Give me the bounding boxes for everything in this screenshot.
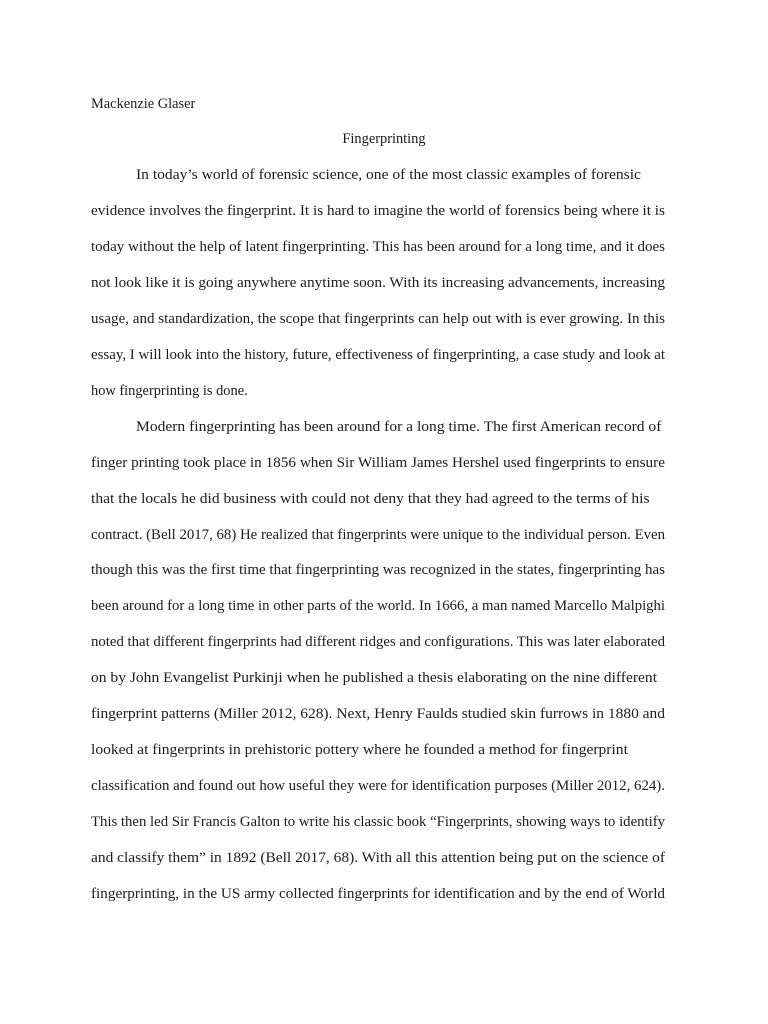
body-text-line: been around for a long time in other parts of the world. In 1666, a man named Marcello Malpighi bbox=[91, 598, 666, 615]
body-text-line: noted that different fingerprints had different ridges and configurations. This was later elaborated bbox=[91, 634, 665, 651]
body-text-line: looked at fingerprints in prehistoric pottery where he founded a method for fingerprint bbox=[91, 742, 628, 759]
body-text-line: on by John Evangelist Purkinji when he published a thesis elaborating on the nine different bbox=[91, 670, 658, 687]
body-text-line: usage, and standardization, the scope that fingerprints can help out with is ever growing. In this bbox=[91, 310, 665, 327]
body-text-line: that the locals he did business with could not deny that they had agreed to the terms of his bbox=[91, 490, 650, 507]
body-text-line: fingerprinting, in the US army collected fingerprints for identification and by the end of World bbox=[91, 886, 666, 902]
body-text-line: finger printing took place in 1856 when Sir William James Hershel used fingerprints to ensure bbox=[91, 454, 666, 471]
body-text-line: This then led Sir Francis Galton to write his classic book “Fingerprints, showing ways to identify bbox=[91, 814, 665, 831]
body-text-line: Modern fingerprinting has been around for a long time. The first American record of bbox=[136, 418, 662, 435]
body-text-line: essay, I will look into the history, future, effectiveness of fingerprinting, a case study and look at bbox=[91, 346, 666, 363]
body-text-line: classification and found out how useful they were for identification purposes (Miller 2012, 624). bbox=[91, 778, 665, 795]
body-text-line: not look like it is going anywhere anytime soon. With its increasing advancements, increasing bbox=[91, 274, 665, 291]
body-text-line: how fingerprinting is done. bbox=[91, 382, 248, 399]
document-title: Fingerprinting bbox=[342, 131, 426, 147]
body-text-line: though this was the first time that fingerprinting was recognized in the states, fingerprinting has bbox=[91, 562, 665, 579]
body-text-line: contract. (Bell 2017, 68) He realized that fingerprints were unique to the individual person. Even bbox=[91, 526, 666, 543]
body-text-line: In today’s world of forensic science, one of the most classic examples of forensic bbox=[136, 167, 641, 183]
body-text-line: fingerprint patterns (Miller 2012, 628). Next, Henry Faulds studied skin furrows in 1880 and bbox=[91, 706, 666, 723]
body-text-line: evidence involves the fingerprint. It is hard to imagine the world of forensics being where it is bbox=[91, 202, 665, 219]
body-text-line: today without the help of latent fingerprinting. This has been around for a long time, and it does bbox=[91, 238, 665, 255]
body-text-line: and classify them” in 1892 (Bell 2017, 68). With all this attention being put on the science of bbox=[91, 850, 666, 867]
author-name: Mackenzie Glaser bbox=[91, 96, 196, 112]
